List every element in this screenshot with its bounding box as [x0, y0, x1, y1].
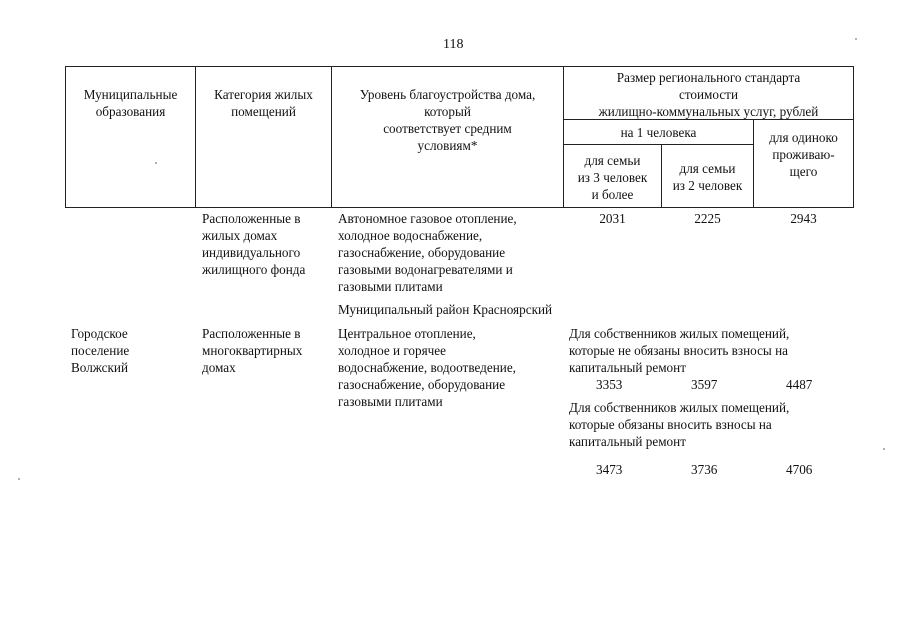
header-single: для одиноко проживаю- щего — [769, 130, 838, 179]
row2-category: Расположенные в многоквартирных домах — [202, 326, 303, 375]
row2-municipal: Городское поселение Волжский — [71, 326, 130, 375]
row1-category: Расположенные в жилых домах индивидуального жилищного фонда — [202, 211, 306, 277]
header-family-3: для семьи из 3 человек и более — [577, 153, 648, 202]
row2-obligated-value-family2: 3736 — [691, 462, 718, 477]
row2-exempt-value-family3: 3353 — [596, 377, 623, 392]
row2-level: Центральное отопление, холодное и горячее водоснабжение, водоотведение, газоснабжение, оборудование газовыми плитами — [338, 326, 516, 409]
per-person-border — [563, 144, 753, 145]
scan-speck — [883, 448, 885, 450]
row2-note-obligated: Для собственников жилых помещений, которые обязаны вносить взносы на капитальный ремонт — [569, 400, 790, 449]
row1-value-single: 2943 — [790, 211, 817, 226]
header-category: Категория жилых помещений — [214, 87, 313, 119]
scan-speck — [155, 162, 157, 164]
header-size: Размер регионального стандарта стоимости жилищно-коммунальных услуг, рублей — [598, 70, 819, 119]
row2-exempt-value-single: 4487 — [786, 377, 813, 392]
col-border-right — [853, 66, 854, 208]
row1-value-family2: 2225 — [694, 211, 721, 226]
row2-note-exempt: Для собственников жилых помещений, которые не обязаны вносить взносы на капитальный ремонт — [569, 326, 790, 375]
page-number: 118 — [443, 37, 464, 52]
district-heading: Муниципальный район Красноярский — [338, 302, 553, 317]
row2-obligated-value-family3: 3473 — [596, 462, 623, 477]
scan-speck — [18, 478, 20, 480]
row2-exempt-value-family2: 3597 — [691, 377, 718, 392]
header-level: Уровень благоустройства дома, который соответствует средним условиям* — [359, 87, 536, 153]
scan-speck — [855, 38, 857, 40]
table-top-border — [65, 66, 854, 67]
header-per-person: на 1 человека — [620, 125, 697, 140]
header-family-2: для семьи из 2 человек — [672, 161, 743, 193]
header-municipal: Муниципальные образования — [83, 87, 178, 119]
row1-level: Автономное газовое отопление, холодное водоснабжение, газоснабжение, оборудование газовыми водонагревателями и газовыми плитами — [338, 211, 517, 294]
row2-obligated-value-single: 4706 — [786, 462, 813, 477]
row1-value-family3: 2031 — [599, 211, 626, 226]
header-bottom-border — [65, 207, 854, 208]
